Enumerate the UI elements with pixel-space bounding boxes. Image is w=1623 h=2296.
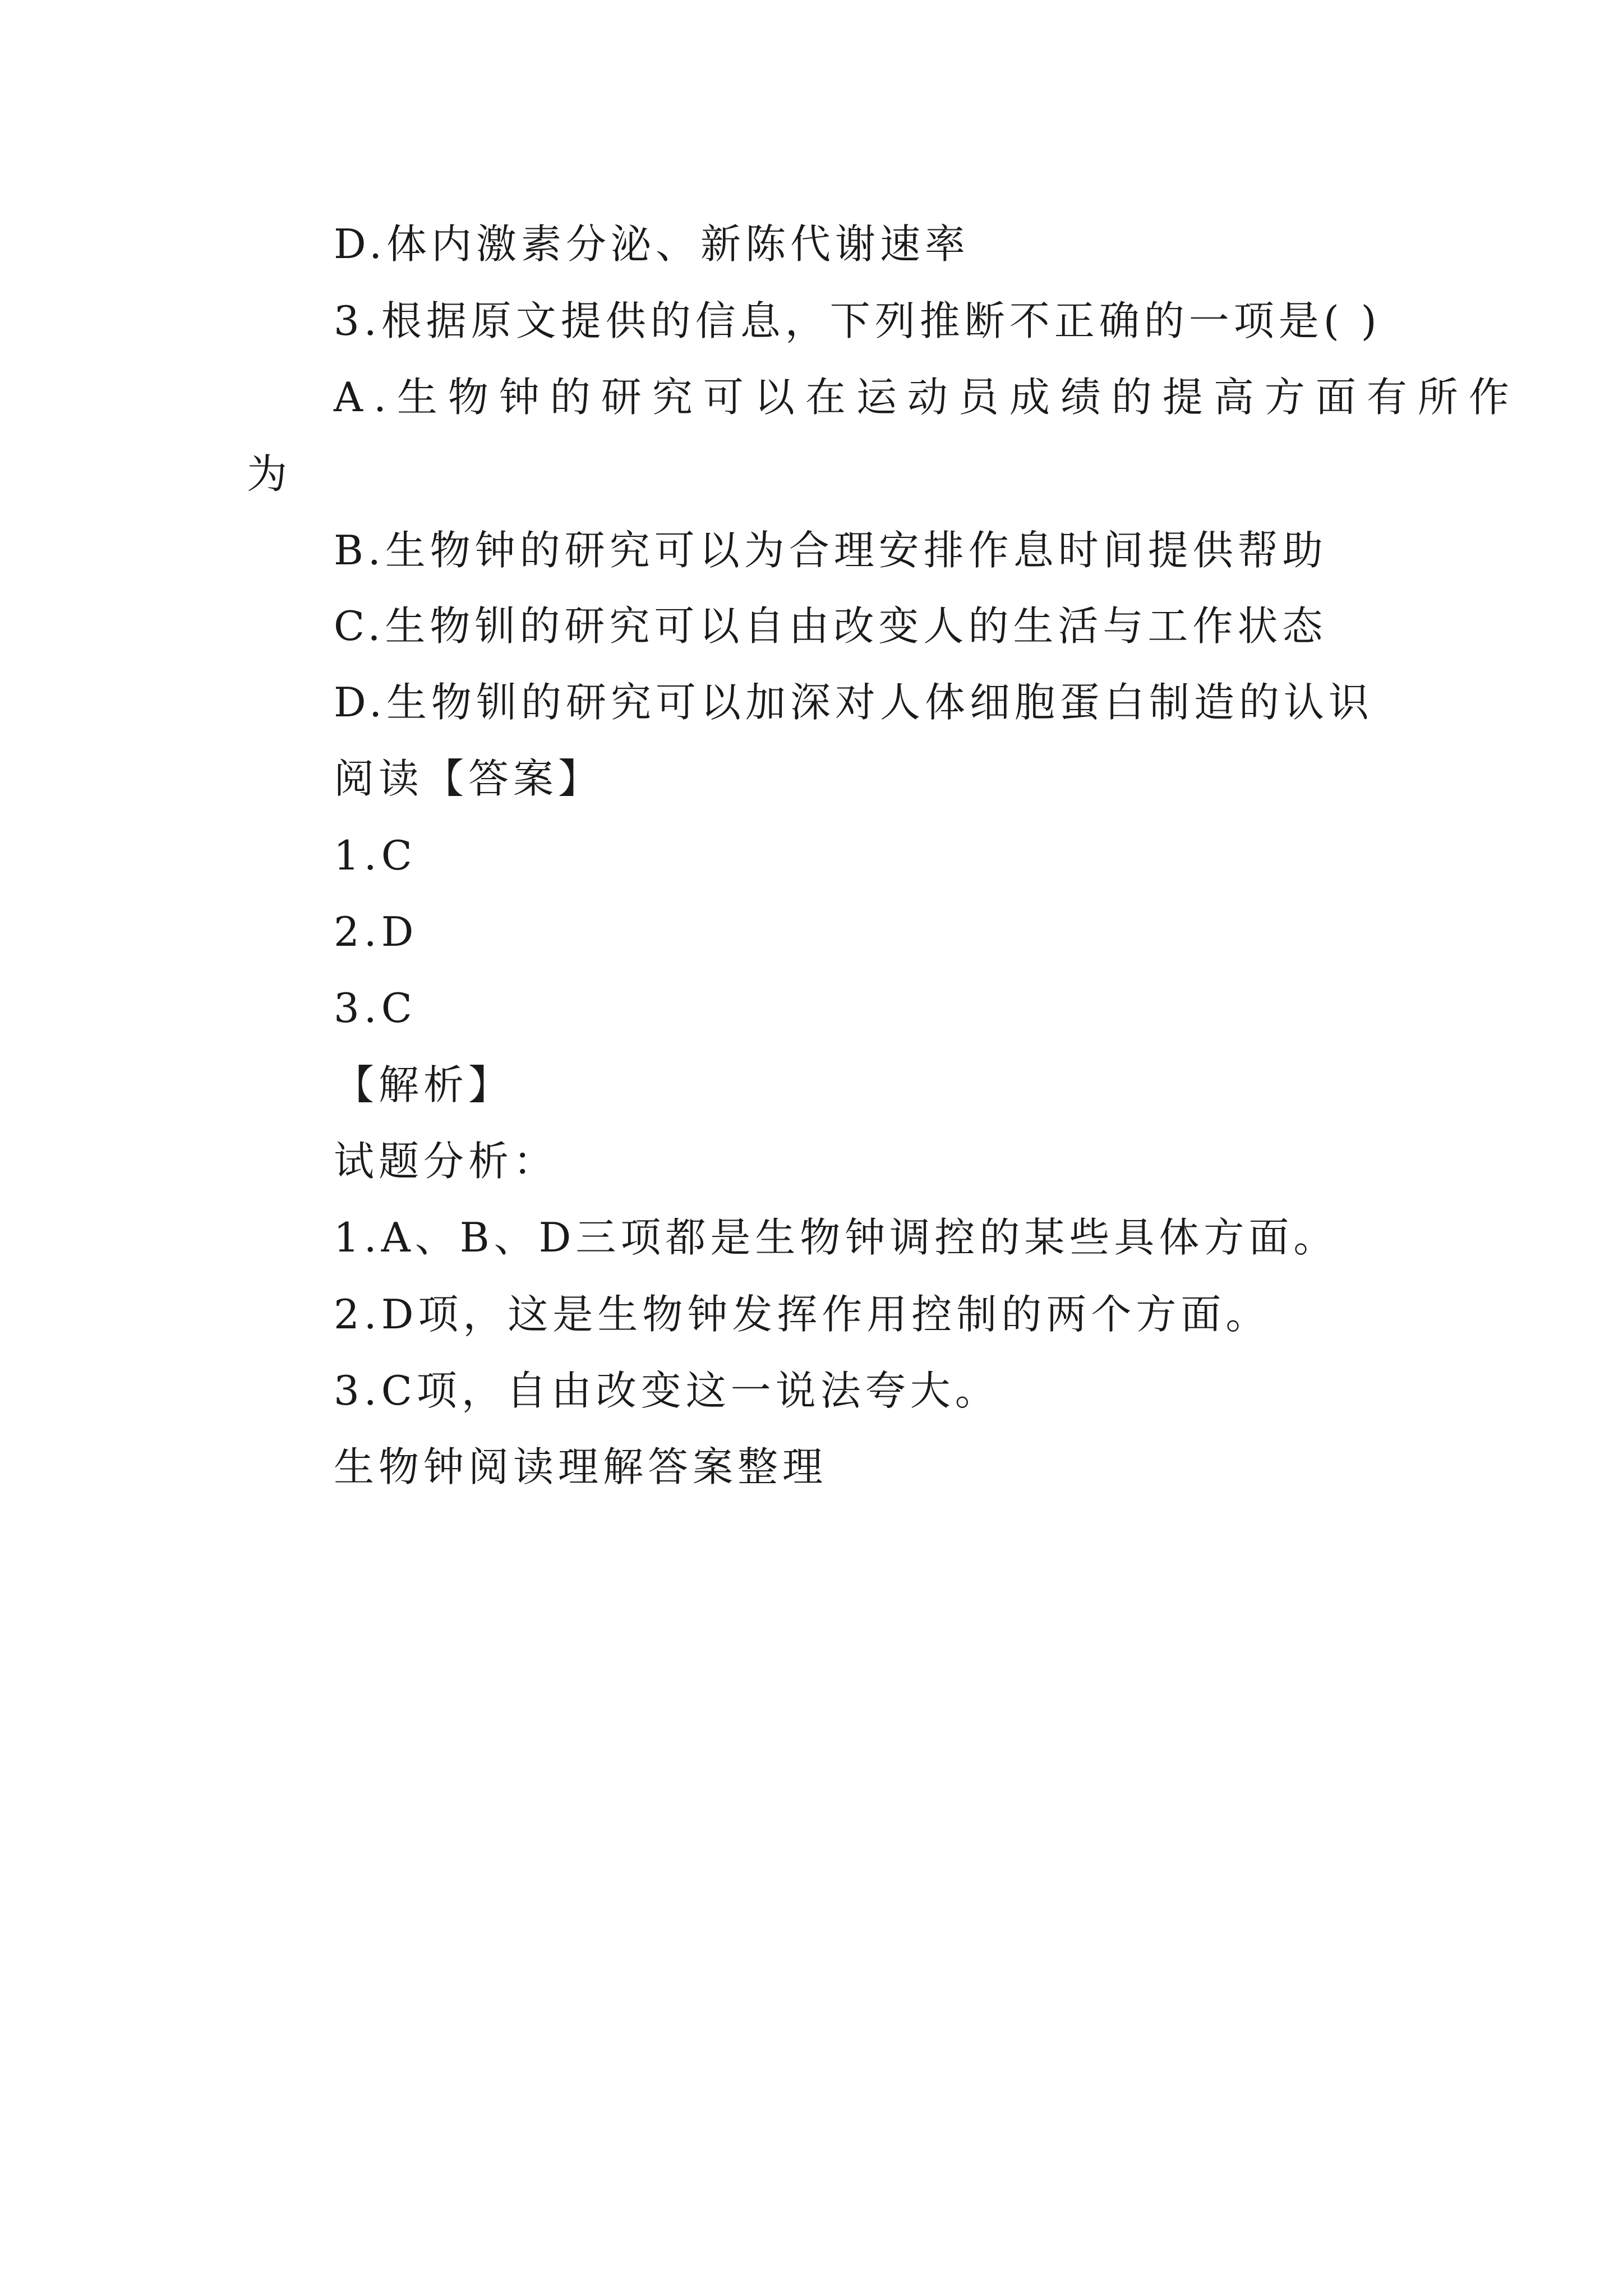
analysis-subheading: 试题分析： <box>334 1138 559 1185</box>
analysis-1: 1.A、B、D三项都是生物钟调控的某些具体方面。 <box>334 1214 1339 1261</box>
analysis-3: 3.C项，自由改变这一说法夸大。 <box>334 1367 1000 1414</box>
option-c-q3: C.生物钏的研究可以自由改变人的生活与工作状态 <box>334 602 1327 650</box>
option-d-q3: D.生物钏的研究可以加深对人体细胞蛋白制造的认识 <box>334 679 1374 726</box>
answer-3: 3.C <box>334 984 417 1032</box>
answer-1: 1.C <box>334 832 417 879</box>
option-d-q2: D.体内激素分泌、新陈代谢速率 <box>334 220 970 268</box>
option-b-q3: B.生物钟的研究可以为合理安排作息时间提供帮助 <box>334 527 1327 574</box>
analysis-2: 2.D项，这是生物钟发挥作用控制的两个方面。 <box>334 1291 1271 1338</box>
option-a-q3: A.生物钟的研究可以在运动员成绩的提高方面有所作 <box>334 374 1520 421</box>
analysis-heading: 【解析】 <box>334 1061 514 1108</box>
answer-2: 2.D <box>334 908 418 955</box>
answer-heading: 阅读【答案】 <box>334 755 603 802</box>
question-3: 3.根据原文提供的信息，下列推断不正确的一项是( ) <box>334 297 1381 344</box>
option-a-q3-continuation: 为 <box>247 450 292 498</box>
document-footer-title: 生物钟阅读理解答案整理 <box>334 1443 828 1490</box>
